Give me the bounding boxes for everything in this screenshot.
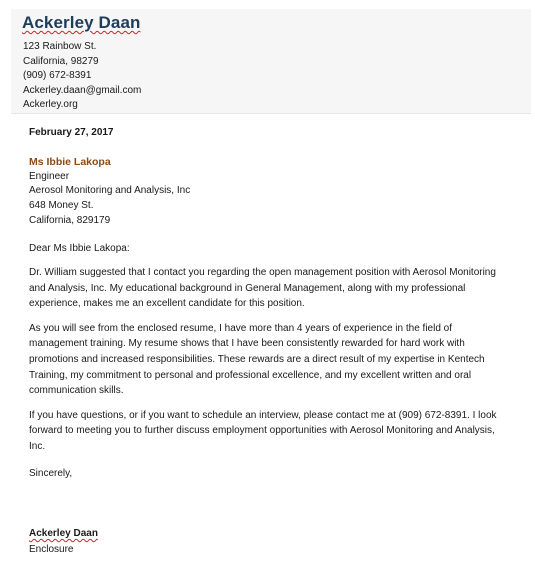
recipient-name: Ms Ibbie Lakopa: [29, 155, 111, 168]
letterhead: [11, 9, 531, 114]
sender-city-zip: California, 98279: [23, 55, 99, 67]
letter-date: February 27, 2017: [29, 127, 114, 138]
body-paragraph-1: Dr. William suggested that I contact you regarding the open management position with Aerosol Monitoring and Analysis, Inc. My educational background in General Management, along with my professional experience, makes me an excellent candidate for this position.: [29, 267, 496, 310]
signature-name: Ackerley Daan: [29, 528, 98, 539]
recipient-title: Engineer: [29, 170, 70, 182]
enclosure-note: Enclosure: [29, 543, 74, 555]
recipient-city-zip: California, 829179: [29, 214, 111, 226]
salutation: Dear Ms Ibbie Lakopa:: [29, 242, 130, 254]
closing: Sincerely,: [29, 467, 73, 479]
recipient-company: Aerosol Monitoring and Analysis, Inc: [29, 185, 191, 197]
sender-street: 123 Rainbow St.: [23, 41, 97, 52]
letter-body: [29, 126, 499, 481]
sender-name: Ackerley Daan: [22, 13, 141, 32]
body-paragraph-2: As you will see from the enclosed resume, I have more than 4 years of experience in the field of management training. My resume shows that I have been consistently rewarded for hard work with promotions and increased responsibilities. These rewards are a direct result of my expertise in Kentech Training, my commitment to personal and professional excellence, and my excellent written and oral communication skills.: [29, 322, 485, 397]
recipient-block: [29, 155, 499, 229]
sender-email: Ackerley.daan@gmail.com: [23, 84, 142, 96]
sender-website: Ackerley.org: [23, 99, 78, 111]
sender-phone: (909) 672-8391: [23, 70, 92, 82]
signature-block: [29, 526, 98, 557]
sender-contact-block: [23, 40, 141, 113]
body-paragraph-3: If you have questions, or if you want to schedule an interview, please contact me at (909) 672-8391. I look forward to meeting you to further discuss employment opportunities with Aerosol Monitoring and Analysis, Inc.: [29, 409, 497, 452]
recipient-street: 648 Money St.: [29, 200, 94, 212]
